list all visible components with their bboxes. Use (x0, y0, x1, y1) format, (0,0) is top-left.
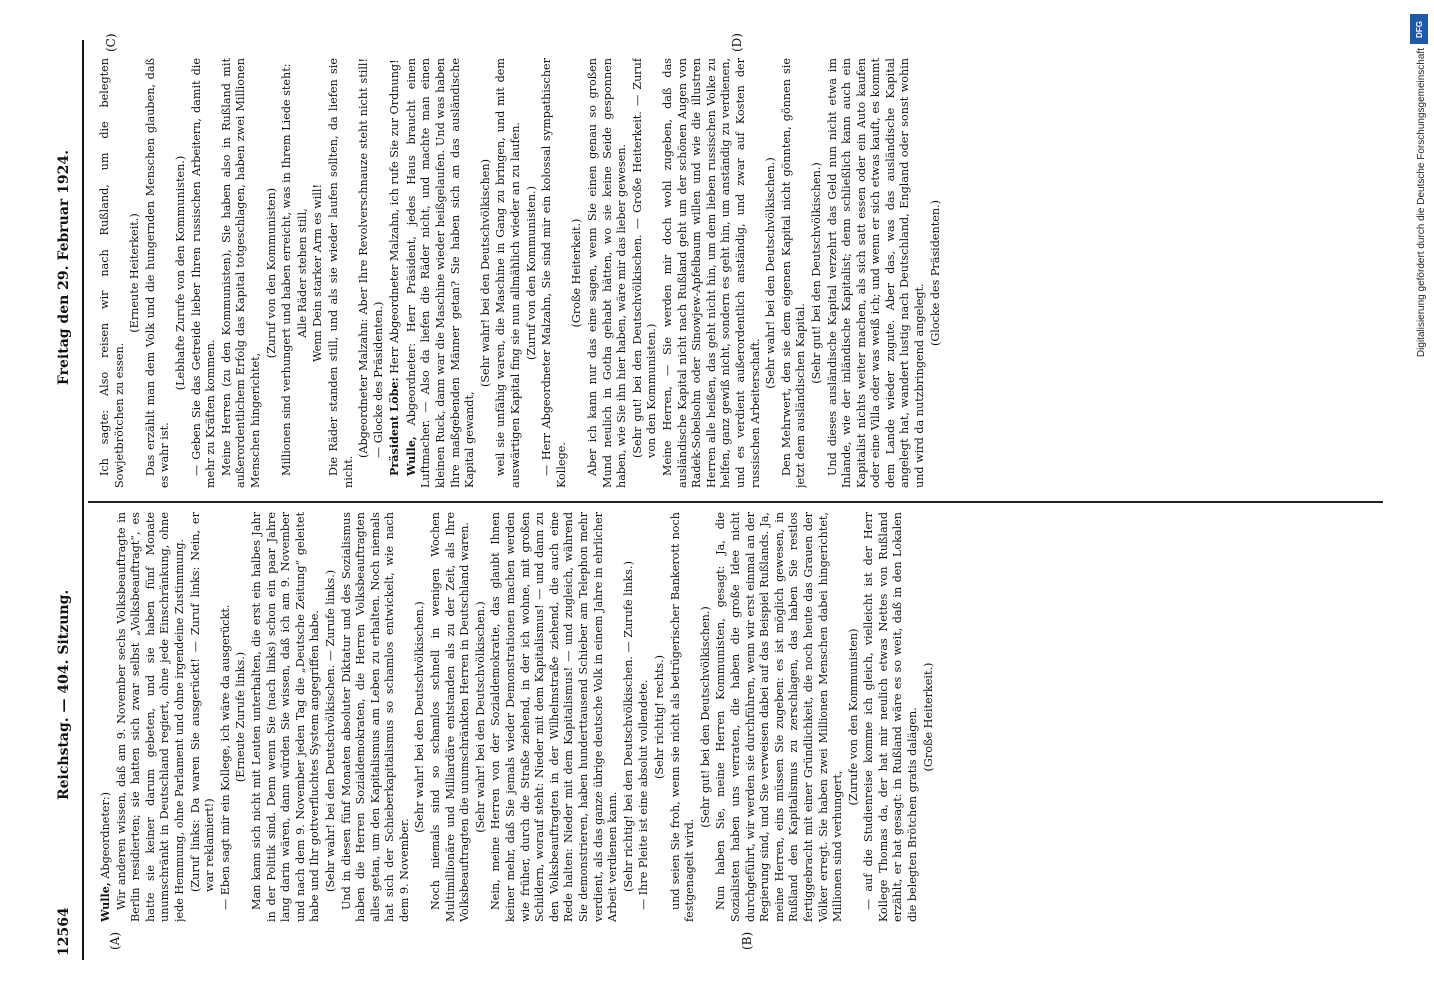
stage-direction: (Zuruf von den Kommunisten.) (524, 186, 538, 360)
paragraph: Man kann sich nicht mit Leuten unterhalten, die erst ein halbes Jahr in der Politik sind. Denn wenn Sie (nach links) schon ein paar Jahre lang darin wären, dann würden Sie wissen, daß ich am 9. November und nach dem 9. November jeden Tag die „Deutsche Zeitung“ geleitet habe und Ihr gottverfluchtes System angegriffen habe. (249, 512, 322, 922)
header-right-title: Freitag den 29. Februar 1924. (56, 150, 72, 386)
margin-mark-a: (A) (108, 931, 122, 950)
interjection: (Sehr wahr! bei den Deutschvölkischen. — Zurufe links.) (323, 569, 337, 892)
speaker-text: Abgeordneter: Herr Präsident, jedes Haus braucht einen Luftmacher. — Also da liefen die Räder nicht, und machte man einen kleinen Ruck, dann war die Maschine wieder heißgelaufen. Und was haben Ihre maßgebenden Männer getan? Sie haben sich an das ausländische Kapital gewandt, (404, 58, 477, 488)
stage-direction: (Sehr gut! bei den Deutschvölkischen.) (698, 606, 712, 828)
paragraph: Millionen sind verhungert und haben erreicht, was in Ihrem Liede steht: (280, 63, 294, 476)
paragraph: — Geben Sie das Getreide lieber Ihren russischen Arbeitern, damit die mehr zu Kräften kommen. (189, 58, 218, 488)
margin-mark-c: (C) (104, 33, 118, 52)
stage-direction: (Zurufe von den Kommunisten) (846, 628, 860, 806)
margin-mark-b: (B) (740, 931, 754, 950)
stage-direction: (Zuruf von den Kommunisten) (264, 187, 278, 359)
paragraph: Den Mehrwert, den sie dem eigenen Kapital nicht gönnten, gönnen sie jetzt dem ausländischen Kapital. (779, 58, 808, 488)
verse-line: Wenn Dein starker Arm es will! (311, 184, 325, 362)
stage-direction: (Große Heiterkeit.) (921, 662, 935, 772)
stage-direction: (Sehr wahr! bei den Deutschvölkischen) (478, 159, 492, 387)
speaker-paragraph (387, 58, 403, 488)
left-text-column (98, 512, 1388, 922)
speaker-line (98, 512, 114, 922)
paragraph: — Ihre Pleite ist eine absolut vollendete. (637, 679, 651, 910)
stage-direction: (Erneute Zurufe links.) (234, 651, 248, 783)
speaker-name: Wulle, (98, 882, 112, 922)
stage-direction: (Erneute Heiterkeit.) (128, 213, 142, 333)
interjection: (Sehr gut! bei den Deutschvölkischen. — Große Heiterkeit. — Zuruf von den Kommunisten.) (630, 58, 659, 458)
paragraph: Und in diesen fünf Monaten absoluter Diktatur und des Sozialismus haben die Herren Sozialdemokraten, die Herren Volksbeauftragten alles getan, um den Kapitalismus am Leben zu erhalten. Noch niemals hat sich der Schieberkapitalismus so schamlos entwickelt, wie nach dem 9. November. (339, 512, 411, 922)
stage-direction: (Glocke des Präsidenten.) (928, 200, 942, 347)
paragraph: Meine Herren, — Sie werden mir doch wohl zugeben, daß das ausländische Kapital nicht nach Rußland geht um der schönen Augen von Radek-Sobelsohn oder Sinowjew-Apfelbaum willen und wie die illustren Herren alle heißen, das geht nicht hin, um dem lieben russischen Volke zu helfen, ganz gewiß nicht, sondern es geht hin, um anständig zu verdienen, und es verdient außerordentlich anständig, und zwar auf Kosten der russischen Arbeiterschaft. (660, 58, 762, 488)
speaker-name: Präsident Löbe: (387, 377, 402, 476)
paragraph: Nein, meine Herren von der Sozialdemokratie, das glaubt Ihnen keiner mehr, daß Sie jemals wieder Demonstrationen machen werden wie früher, durch die Straße ziehend, in der ich wohne, mit großen Schildern, worauf steht: Nieder mit dem Kapitalismus! — und dann zu den Volksbeauftragten in der Wilhelmstraße ziehend, die auch eine Rede halten: Nieder mit dem Kapitalismus! — und zugleich, während Sie demonstrieren, haben hunderttausend Schieber am Telephon mehr verdient, als das ganze übrige deutsche Volk in einem Jahre in ehrlicher Arbeit verdienen kann. (489, 512, 620, 922)
speaker-name: Wulle, (403, 436, 418, 476)
stage-direction: (Sehr wahr! bei den Deutschvölkischen.) (413, 601, 427, 833)
speaker-role: Abgeordneter:) (99, 791, 112, 879)
paragraph: — Herr Abgeordneter Malzahn, Sie sind mir ein kolossal sympathischer Kollege. (540, 58, 568, 488)
page-header (52, 40, 86, 960)
interjection: (Sehr richtig! bei den Deutschvölkischen. — Zurufe links.) (621, 561, 635, 892)
stage-direction: (Sehr wahr! bei den Deutschvölkischen.) (473, 601, 487, 833)
dfg-logo: DFG (1410, 14, 1428, 44)
paragraph: — Eben sagt mir ein Kollege, ich wäre da ausgerückt. (218, 604, 232, 910)
stage-direction: (Sehr gut! bei den Deutschvölkischen.) (809, 162, 823, 384)
credit-text: Digitalisierung gefördert durch die Deutsche Forschungsgemeinschaft (1416, 48, 1427, 358)
paragraph: und seien Sie froh, wenn sie nicht als betrügerischer Bankerott noch festgenagelt wird. (668, 512, 697, 922)
stage-direction: (Große Heiterkeit.) (570, 218, 584, 328)
paragraph: Wir anderen wissen, daß am 9. November sechs Volksbeauftragte in Berlin residierten; sie hatten sich zwar selbst „Volksbeauftragt“, es hatte sie keiner darum gebeten, und sie haben fünf Monate unumschränkt in Deutschland regiert, ohne jede Einschränkung, ohne jede Hemmung, ohne Parlament und ohne irgendeine Zustimmung. (114, 512, 186, 922)
column-divider (88, 501, 1383, 503)
verse-line: Alle Räder stehen still, (295, 208, 309, 338)
stage-direction: (Lebhafte Zurufe von den Kommunisten.) (173, 155, 187, 391)
margin-mark-d: (D) (730, 33, 744, 52)
right-text-column (98, 58, 1388, 488)
stage-direction: (Sehr richtig! rechts.) (652, 654, 666, 780)
header-rule (82, 40, 84, 960)
speaker-paragraph (404, 58, 478, 488)
credit-strip (1408, 8, 1430, 992)
header-left-title: Reichstag. — 404. Sitzung. (56, 589, 72, 800)
interjection: (Abgeordneter Malzahn: Aber Ihre Revolverschnauze steht nicht still! — Glocke des Präsidenten.) (357, 58, 385, 458)
paragraph: Das erzählt man dem Volk und die hungernden Menschen glauben, daß es wahr ist. (143, 58, 172, 488)
paragraph: Ich sagte: Also reisen wir nach Rußland, um die belegten Sowjetbrötchen zu essen. (98, 58, 126, 488)
paragraph: Die Räder standen still, und als sie wieder laufen sollten, da liefen sie nicht. (326, 58, 355, 488)
speaker-text: Herr Abgeordneter Malzahn, ich rufe Sie zur Ordnung! (388, 59, 402, 374)
page-number: 12564 (56, 907, 72, 956)
paragraph: Noch niemals sind so schamlos schnell in wenigen Wochen Multimillionäre und Milliardäre entstanden als zu der Zeit, als Ihre Volksbeauftragten die unumschränkten Herren in Deutschland waren. (429, 512, 472, 922)
paragraph: weil sie unfähig waren, die Maschine in Gang zu bringen, und mit dem auswärtigen Kapital fing sie nun allmählich wieder an zu laufen. (494, 58, 523, 488)
paragraph: Nun haben Sie, meine Herren Kommunisten, gesagt: Ja, die Sozialisten haben uns verraten, die haben die große Idee nicht durchgeführt, wir werden sie durchführen, wenn wir erst einmal an der Regierung sind, und Sie verweisen dabei auf das Beispiel Rußlands. Ja, meine Herren, eins müssen Sie zugeben: es ist möglich gewesen, in Rußland den Kapitalismus zu zerschlagen, das haben Sie restlos fertiggebracht mit einer Gründlichkeit, die noch heute das Grauen der Völker erregt. Sie haben zwei Millionen Menschen dabei hingerichtet, Millionen sind verhungert, (714, 512, 845, 922)
stage-direction: (Sehr wahr! bei den Deutschvölkischen.) (764, 157, 778, 389)
interjection: (Zuruf links: Da waren Sie ausgerückt! — Zuruf links: Nein, er war reklamiert!) (188, 512, 217, 892)
paragraph: Aber ich kann nur das eine sagen, wenn Sie einen genau so großen Mund neulich in Gotha gehabt hätten, wo sie keine Seide gesponnen haben, wie Sie ihn hier haben, wäre mir das lieber gewesen. (586, 58, 629, 488)
paragraph: Meine Herren (zu den Kommunisten), Sie haben also in Rußland mit außerordentlichem Erfolg das Kapital totgeschlagen, haben zwei Millionen Menschen hingerichtet, (219, 58, 262, 488)
paragraph: — auf die Studienreise komme ich gleich, vielleicht ist der Herr Kollege Thomas da, der hat mir neulich etwas Nettes von Rußland erzählt, er hat gesagt: in Rußland wäre es so weit, daß in den Lokalen die belegten Brötchen gratis dalägen. (862, 512, 920, 922)
paragraph: Und dieses ausländische Kapital verzehrt das Geld nun nicht etwa im Inlande, wie der inländische Kapitalist; denn schließlich kann auch ein Kapitalist nichts weiter machen, als sich satt essen oder ein Auto kaufen oder eine Villa oder was weiß ich; und wenn er sich etwas kauft, es kommt dem Lande wieder zugute. Aber das, was das ausländische Kapital angelegt hat, wandert lustig nach Deutschland, England oder sonst wohin und wird da nutzbringend angelegt. (825, 58, 927, 488)
